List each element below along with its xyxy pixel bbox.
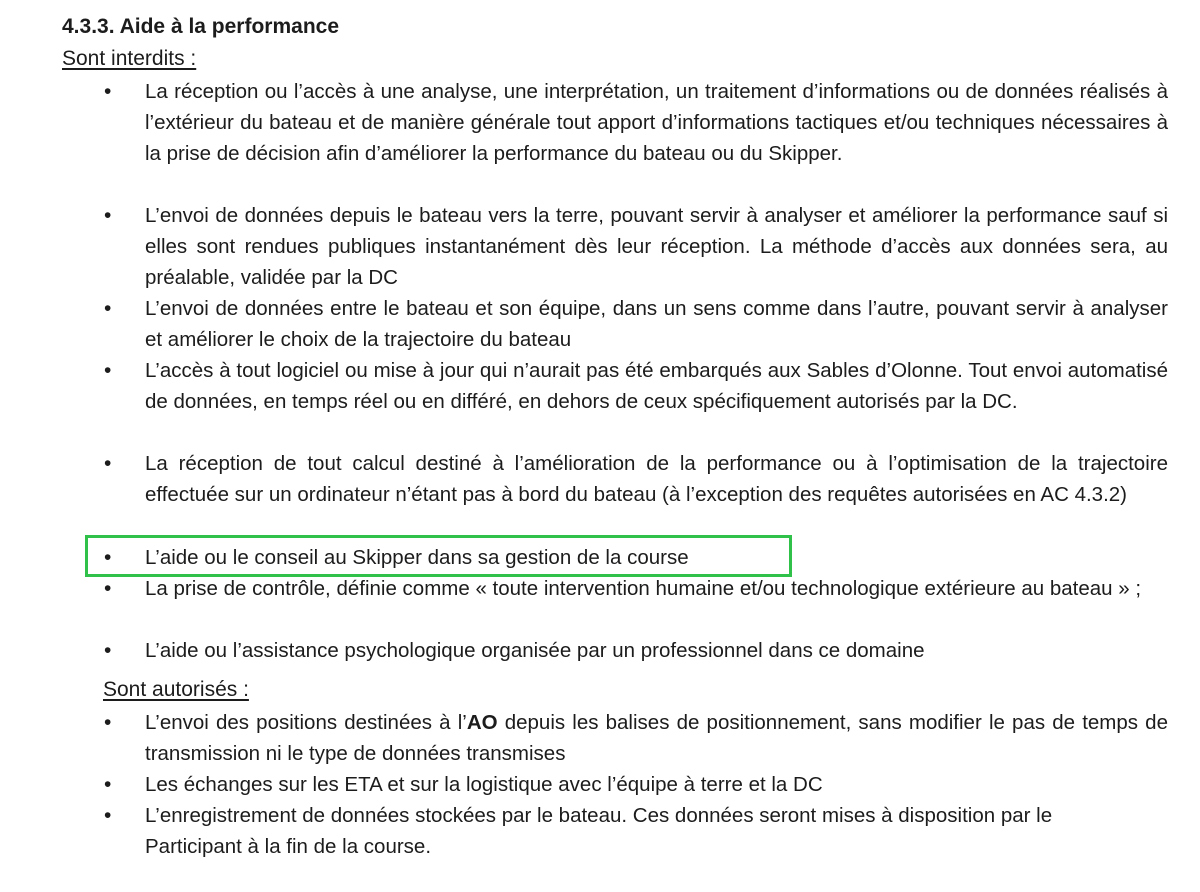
- forbidden-item-1: [0, 76, 1200, 200]
- forbidden-item-8: [0, 635, 1200, 666]
- forbidden-label: Sont interdits :: [62, 47, 197, 70]
- highlight-box: [85, 535, 792, 577]
- authorized-item-text-start: L’envoi des positions destinées à l’: [145, 711, 467, 734]
- forbidden-item-text: La prise de contrôle, définie comme « toute intervention humaine et/ou technologique extérieure au bateau » ;: [145, 577, 1142, 600]
- forbidden-item-text: L’accès à tout logiciel ou mise à jour qui n’aurait pas été embarqués aux Sables d’Olonne. Tout envoi automatisé de données, en temps réel ou en différé, en dehors de ceux spécifiquement autorisés par la DC.: [145, 359, 1168, 413]
- forbidden-item-text: L’aide ou le conseil au Skipper dans sa gestion de la course: [145, 546, 689, 569]
- forbidden-item-3: [0, 293, 1200, 355]
- forbidden-item-4: [0, 355, 1200, 448]
- forbidden-item-text: La réception ou l’accès à une analyse, une interprétation, un traitement d’informations ou de données réalisés à l’extérieur du bateau et de manière générale tout apport d’informations tactiques et/ou techniques nécessaires à la prise de décision afin d’améliorer la performance du bateau ou du Skipper.: [145, 80, 1168, 165]
- bullet: •: [104, 204, 112, 227]
- authorized-item-text: [145, 707, 1168, 769]
- bullet: •: [104, 639, 112, 662]
- authorized-item-1: [0, 707, 1200, 769]
- bullet: •: [104, 577, 112, 600]
- authorized-item-text: Les échanges sur les ETA et sur la logistique avec l’équipe à terre et la DC: [145, 773, 823, 796]
- authorized-item-3: [0, 800, 1200, 862]
- bullet: •: [104, 297, 112, 320]
- forbidden-item-2: [0, 200, 1200, 293]
- forbidden-item-5: [0, 448, 1200, 532]
- section-heading: 4.3.3. Aide à la performance: [62, 15, 340, 38]
- authorized-list: [0, 707, 1200, 862]
- authorized-item-2: [0, 769, 1200, 800]
- forbidden-item-text: L’aide ou l’assistance psychologique organisée par un professionnel dans ce domaine: [145, 639, 925, 662]
- bullet: •: [104, 546, 112, 569]
- bullet: •: [104, 711, 112, 734]
- authorized-label: Sont autorisés :: [103, 678, 249, 701]
- forbidden-item-text: La réception de tout calcul destiné à l’amélioration de la performance ou à l’optimisation de la trajectoire effectuée sur un ordinateur n’étant pas à bord du bateau (à l’exception des requêtes autorisées en AC 4.3.2): [145, 452, 1168, 506]
- ao-abbreviation: AO: [466, 711, 498, 734]
- forbidden-item-text: L’envoi de données entre le bateau et son équipe, dans un sens comme dans l’autre, pouvant servir à analyser et améliorer le choix de la trajectoire du bateau: [145, 297, 1168, 351]
- bullet: •: [104, 359, 112, 382]
- forbidden-list: [0, 76, 1200, 666]
- forbidden-item-text: L’envoi de données depuis le bateau vers la terre, pouvant servir à analyser et améliorer la performance sauf si elles sont rendues publiques instantanément dès leur réception. La méthode d’accès aux données sera, au préalable, validée par la DC: [145, 204, 1168, 289]
- authorized-item-text: L’enregistrement de données stockées par le bateau. Ces données seront mises à disposition par le Participant à la fin de la course.: [145, 804, 1053, 858]
- forbidden-item-7: [0, 573, 1200, 635]
- bullet: •: [104, 804, 112, 827]
- bullet: •: [104, 452, 112, 475]
- authorized-item-text-end: depuis les balises de positionnement, sans modifier le pas de temps de transmission ni le type de données transmises: [145, 711, 1168, 765]
- bullet: •: [104, 80, 112, 103]
- bullet: •: [104, 773, 112, 796]
